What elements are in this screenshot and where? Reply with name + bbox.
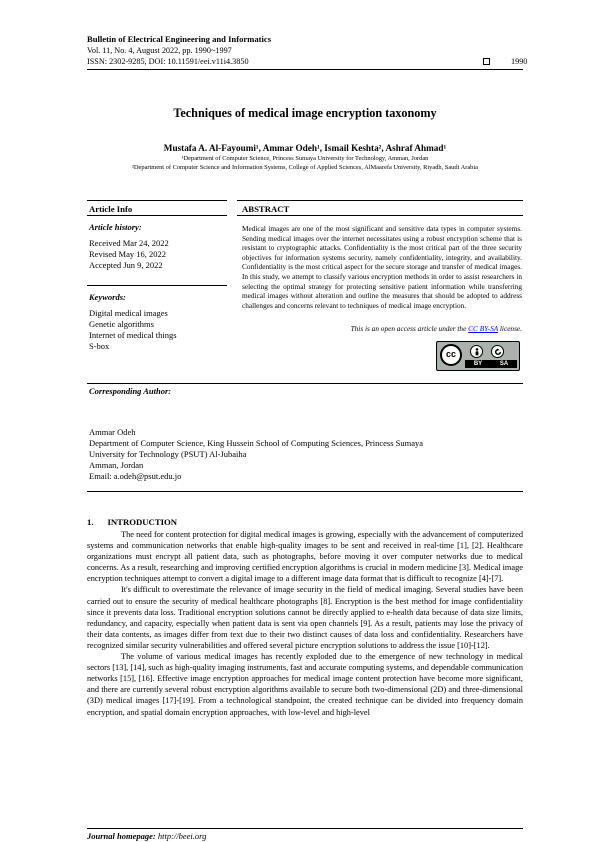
author-list: Mustafa A. Al-Fayoumi¹, Ammar Odeh¹, Ismail Keshta², Ashraf Ahmad¹ [163, 143, 447, 153]
corresponding-univ: University for Technology (PSUT) Al-Jubaiha [89, 449, 247, 459]
keyword: Internet of medical things [89, 330, 177, 340]
corresponding-dept: Department of Computer Science, King Hussein School of Computing Sciences, Princess Sumaya [89, 438, 424, 448]
article-info-rule [87, 215, 227, 216]
article-history [89, 238, 169, 271]
keywords-label: Keywords: [89, 292, 126, 302]
corresponding-bottom-rule [87, 491, 523, 492]
keywords-rule [87, 285, 227, 286]
header-rule [87, 69, 523, 70]
corresponding-city: Amman, Jordan [89, 460, 144, 470]
section-number: 1. [87, 517, 94, 527]
journal-name: Bulletin of Electrical Engineering and Informatics [87, 34, 272, 44]
corresponding-details [89, 427, 423, 482]
revised-date: Revised May 16, 2022 [89, 249, 166, 259]
cc-icon: cc [440, 344, 462, 366]
journal-homepage: Journal homepage: http://beei.org [87, 831, 207, 841]
corresponding-email[interactable]: Email: a.odeh@psut.edu.jo [89, 471, 182, 481]
attribution-person-icon [470, 345, 483, 358]
paper-title: Techniques of medical image encryption taxonomy [173, 106, 437, 120]
abstract-heading: ABSTRACT [242, 204, 290, 214]
introduction-body [87, 529, 523, 718]
cc-by-sa-link[interactable]: CC BY-SA [468, 324, 499, 333]
page-number: 1990 [511, 57, 528, 66]
issn-doi-line: ISSN: 2302-9285, DOI: 10.11591/eei.v11i4.3850 [87, 57, 249, 66]
homepage-label: Journal homepage [87, 831, 153, 841]
section-heading [87, 517, 177, 527]
affiliation-2: ²Department of Computer Science and Information Systems, College of Applied Sciences, AlMaarefa University, Riyadh, Saudi Arabia [132, 164, 478, 171]
license-prefix: This is an open access article under the [350, 324, 469, 333]
abstract-text: Medical images are one of the most significant and sensitive data types in computer systems. Sending medical images over the internet necessitates using a robust encryption scheme that is resistant to cryptographic attacks. Confidentiality is the most critical part of the three security objectives for information systems security, namely confidentiality, integrity, and availability. Confidentiality is the most critical aspect for the secure storage and transfer of medical images. In this study, we attempt to classify various encryption methods in order to assist researchers in selecting the optimal strategy for protecting sensitive patient information while transferring medical images without alteration and outline the measures that should be adopted to address challenges and concerns relevant to techniques of medical image encryption. [242, 224, 522, 310]
section-title: INTRODUCTION [107, 517, 178, 527]
keyword: Genetic algorithms [89, 319, 154, 329]
share-alike-icon [491, 345, 504, 358]
corresponding-top-rule [87, 383, 523, 384]
license-strip [465, 360, 517, 368]
abstract-rule [237, 215, 523, 216]
keyword: S-box [89, 341, 110, 351]
corresponding-label: Corresponding Author: [89, 386, 172, 396]
accepted-date: Accepted Jun 9, 2022 [89, 260, 163, 270]
paragraph: It's difficult to overestimate the relevance of image security in the field of medical imaging. Several studies have been carried out to ensure the security of medical healthcare photographs [8]. Encryption is the best method for image confidentiality since it prevents data loss. Traditional encryption solutions cannot be directly applied to e-health data because of data size limits, redundancy, and capacity, especially when patient data is sent via open channels [9]. As a result, patients may lose the privacy of their data contents, as images differ from text due to their two distinct causes of data loss and confidentiality. Researchers have recognized similar security vulnerabilities and offered several picture encryption solutions to address the issue [10]-[12]. [87, 585, 523, 650]
paragraph: The need for content protection for digital medical images is growing, especially with the advancement of computerized systems and communication networks that enable high-quality images to be sent and received in real-time [1], [2]. Healthcare organizations must encrypt all patient data, such as photographs, before moving it over computer networks due to medical concerns. As a result, researching and improving certified encryption algorithms is crucial in modern medicine [3]. Medical image encryption techniques attempt to convert a digital image to a different image data format that is difficult to recognize [4]-[7]. [87, 530, 523, 584]
license-statement [242, 324, 522, 333]
article-info-heading: Article Info [89, 204, 133, 214]
volume-line: Vol. 11, No. 4, August 2022, pp. 1990~1997 [87, 46, 232, 55]
article-history-label: Article history: [89, 222, 142, 232]
affiliation-1: ¹Department of Computer Science, Princess Sumaya University for Technology, Amman, Jordan [181, 155, 429, 162]
keyword: Digital medical images [89, 308, 168, 318]
cc-license-badge[interactable] [436, 341, 520, 371]
corresponding-name: Ammar Odeh [89, 427, 136, 437]
abstract-top-rule [237, 200, 523, 201]
paragraph: The volume of various medical images has recently exploded due to the emergence of new technology in medical sectors [13], [14], such as high-quality imaging instruments, fast and accurate computing systems, and dependable communication networks [15], [16]. Effective image encryption approaches for medical image content protection have become more significant, and there are currently several robust encryption algorithms available to secure both two-dimensional (2D) and three-dimensional (3D) medical images [17]-[19]. From a technological standpoint, the created technique can be divided into frequency domain encryption, and spatial domain encryption approaches, with low-level and high-level [87, 652, 523, 717]
sa-label: SA [499, 361, 509, 367]
license-suffix: license. [498, 324, 522, 333]
article-info-top-rule [87, 200, 227, 201]
footer-rule [87, 828, 523, 829]
keywords-list [89, 308, 177, 352]
received-date: Received Mar 24, 2022 [89, 238, 169, 248]
page-box-icon [483, 58, 490, 65]
homepage-url[interactable]: http://beei.org [157, 831, 207, 841]
by-label: BY [473, 361, 483, 367]
